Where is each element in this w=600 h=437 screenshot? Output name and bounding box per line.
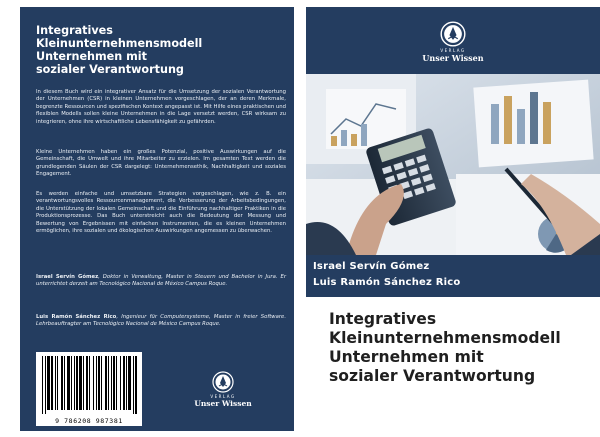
publisher-verlag: VERLAG <box>440 48 466 53</box>
author-bio <box>36 314 286 329</box>
back-title-line: sozialer Verantwortung <box>36 63 184 76</box>
barcode-bar <box>105 356 107 410</box>
barcode-bar <box>67 356 70 410</box>
blurb-paragraph: In diesem Buch wird ein integrativer Ansatz für die Umsetzung der sozialen Verantwortung der Unternehmen (CSR) in kleinen Unternehmen vorgeschlagen, der an deren Merkmale, begrenzte Ressourcen und spezifischen Kontext angepasst ist. Mit Hilfe eines praktischen und flexiblen Modells sollen kleine Unternehmen in die Lage versetzt werden, CSR wirksam zu integrieren, ohne ihre wirtschaftliche Lebensfähigkeit zu gefährden. <box>36 89 286 125</box>
publisher-verlag: VERLAG <box>210 394 236 399</box>
back-cover-title <box>36 24 286 76</box>
barcode-bar <box>108 356 109 410</box>
back-title-line: Integratives <box>36 24 113 37</box>
front-author-name: Luis Ramón Sánchez Rico <box>313 277 461 288</box>
blurb-paragraph: Es werden einfache und umsetzbare Strategien vorgeschlagen, wie z. B. ein verantwortungsvolles Ressourcenmanagement, die Verbesserung der Arbeitsbedingungen, die Unterstützung der lokalen Gemeinschaft und die Einführung nachhaltiger Praktiken in die Produktionsprozesse. Das Buch unterstreicht auch die Bedeutung der Messung und Bewertung von Ergebnissen mit einfachen Instrumenten, die es kleinen Unternehmen ermöglichen, ihre sozialen und ökologischen Auswirkungen angemessen zu überwachen. <box>36 191 286 235</box>
barcode-bar <box>98 356 100 410</box>
barcode-bar <box>76 356 78 410</box>
barcode-bar <box>133 356 134 414</box>
front-cover-title <box>329 310 594 386</box>
front-title-line: Unternehmen mit <box>329 348 484 366</box>
barcode-bar <box>55 356 56 410</box>
barcode-bar <box>57 356 58 410</box>
barcode-bar <box>123 356 125 410</box>
barcode-bar <box>86 356 88 410</box>
publisher-logo <box>168 371 278 408</box>
front-title-line: Kleinunternehmensmodell <box>329 329 561 347</box>
barcode-bar <box>126 356 127 410</box>
barcode-bar <box>101 356 102 410</box>
barcode-bar <box>79 356 82 410</box>
barcode-bar <box>47 356 50 410</box>
back-cover <box>20 7 294 431</box>
publisher-emblem-icon <box>440 21 466 47</box>
barcode-bar <box>120 356 121 410</box>
cover-photo-illustration <box>306 74 600 255</box>
barcode-bar <box>89 356 90 410</box>
barcode-bar <box>51 356 53 410</box>
front-author-name: Israel Servín Gómez <box>313 261 430 272</box>
publisher-emblem-icon <box>212 371 234 393</box>
barcode-bar <box>135 356 137 414</box>
barcode-bar <box>113 356 115 410</box>
front-authors-band <box>306 255 600 297</box>
barcode-bar <box>96 356 97 410</box>
isbn-barcode <box>36 352 142 426</box>
barcode-bar <box>128 356 131 410</box>
barcode-bar <box>42 356 43 414</box>
barcode-bar <box>93 356 94 410</box>
blurb-paragraph: Kleine Unternehmen haben ein großes Potenzial, positive Auswirkungen auf die Gemeinschaft, die Umwelt und ihre Mitarbeiter zu erzielen. Im gesamten Text werden die grundlegenden Säulen der CSR dargelegt: Unternehmensethik, Nachhaltigkeit und soziales Engagement. <box>36 149 286 178</box>
front-cover <box>306 7 600 431</box>
cover-photo-calculator-charts <box>306 74 600 255</box>
barcode-bar <box>61 356 63 410</box>
barcode-bar <box>111 356 112 410</box>
author-bio <box>36 274 286 289</box>
back-title-line: Unternehmen mit <box>36 50 147 63</box>
publisher-name: Unser Wissen <box>422 53 484 63</box>
barcode-bar <box>71 356 72 410</box>
isbn-number: 9 786208 987381 <box>55 417 123 425</box>
author-bio-name: Luis Ramón Sánchez Rico <box>36 314 117 320</box>
front-header-band <box>306 7 600 74</box>
publisher-name: Unser Wissen <box>194 399 252 408</box>
barcode-bar <box>45 356 46 414</box>
barcode-bar <box>74 356 75 410</box>
author-bio-text: , Ingenieur für Computersysteme, Master in freier Software. Lehrbeauftragter am Tecnológico Nacional de México Campus Roque. <box>36 314 286 328</box>
barcode-bar <box>116 356 117 410</box>
back-title-line: Kleinunternehmensmodell <box>36 37 203 50</box>
front-title-line: Integratives <box>329 310 437 328</box>
front-title-line: sozialer Verantwortung <box>329 367 536 385</box>
author-bio-name: Israel Servín Gómez <box>36 274 99 280</box>
barcode-bar <box>83 356 84 410</box>
author-bio-text: , Doktor in Verwaltung, Master in Steuern und Bachelor in Jura. Er unterrichtet derzeit am Tecnológico Nacional de México Campus Roque. <box>36 274 286 288</box>
barcode-bar <box>64 356 65 410</box>
publisher-logo <box>306 21 600 63</box>
